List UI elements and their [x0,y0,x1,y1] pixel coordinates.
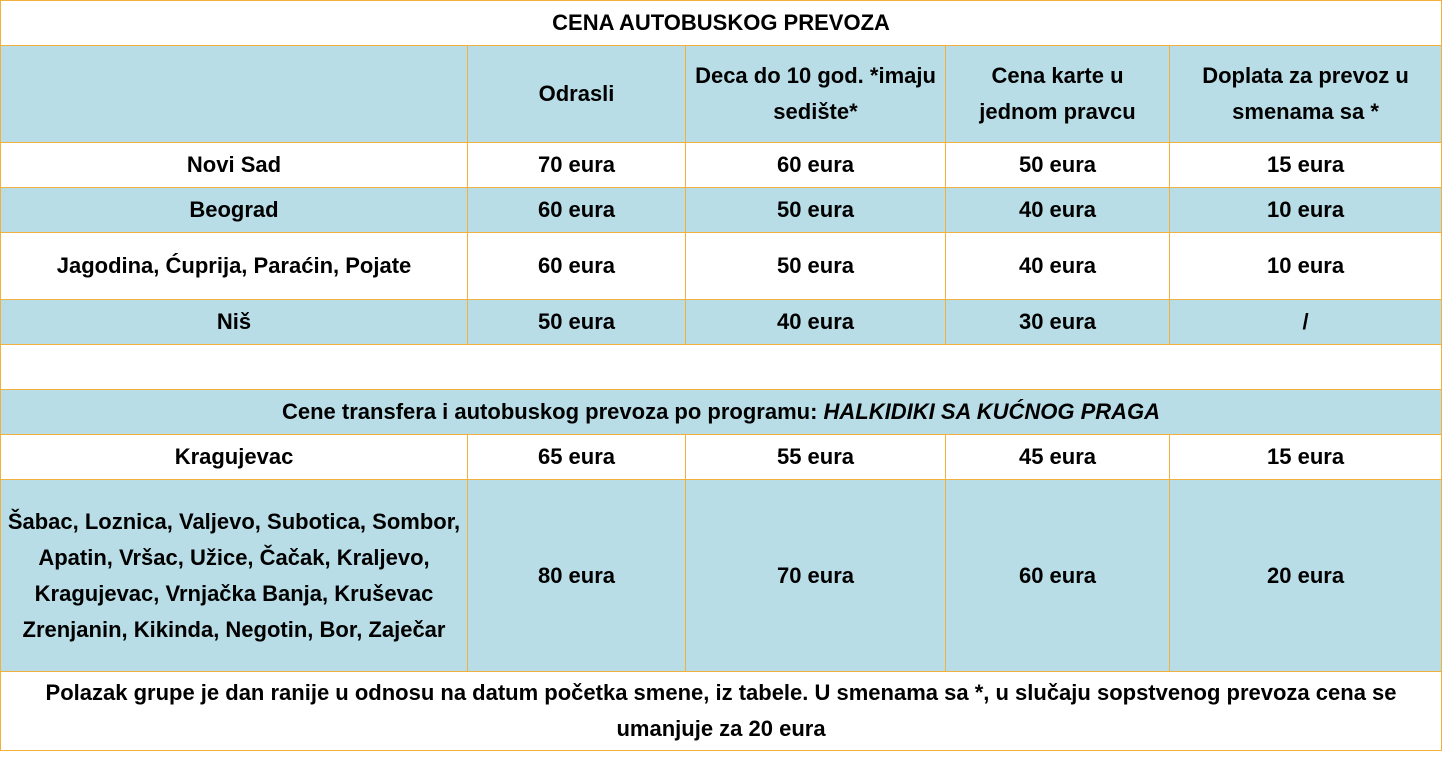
section-heading-prefix: Cene transfera i autobuskog prevoza po programu: [281,399,824,424]
one-way-price: 45 eura [946,435,1170,480]
city-cell: Niš [1,300,468,345]
one-way-price: 40 eura [946,188,1170,233]
table-row [1,143,1442,188]
adults-price: 65 eura [468,435,686,480]
table-row [1,233,1442,300]
footer-row [1,672,1442,751]
header-adults: Odrasli [468,46,686,143]
children-price: 40 eura [686,300,946,345]
section-heading [1,390,1442,435]
one-way-price: 30 eura [946,300,1170,345]
city-cell: Jagodina, Ćuprija, Paraćin, Pojate [1,233,468,300]
adults-price: 60 eura [468,188,686,233]
spacer-cell [1,345,1442,390]
surcharge-price: 10 eura [1170,233,1442,300]
table-row [1,480,1442,672]
spacer-row [1,345,1442,390]
one-way-price: 60 eura [946,480,1170,672]
children-price: 50 eura [686,233,946,300]
surcharge-price: 15 eura [1170,435,1442,480]
header-children: Deca do 10 god. *imaju sedište* [686,46,946,143]
children-price: 55 eura [686,435,946,480]
adults-price: 50 eura [468,300,686,345]
footer-note: Polazak grupe je dan ranije u odnosu na datum početka smene, iz tabele. U smenama sa *, u slučaju sopstvenog prevoza cena se umanjuje za 20 eura [1,672,1442,751]
city-cell: Kragujevac [1,435,468,480]
program-name: HALKIDIKI SA KUĆNOG PRAGA [823,399,1161,424]
one-way-price: 40 eura [946,233,1170,300]
table-title: CENA AUTOBUSKOG PREVOZA [1,1,1442,46]
header-surcharge: Doplata za prevoz u smenama sa * [1170,46,1442,143]
section-heading-row [1,390,1442,435]
city-cell: Novi Sad [1,143,468,188]
children-price: 70 eura [686,480,946,672]
header-empty [1,46,468,143]
surcharge-price: 10 eura [1170,188,1442,233]
table-row [1,188,1442,233]
header-one-way: Cena karte u jednom pravcu [946,46,1170,143]
surcharge-price: 20 eura [1170,480,1442,672]
one-way-price: 50 eura [946,143,1170,188]
children-price: 60 eura [686,143,946,188]
title-row [1,1,1442,46]
header-row [1,46,1442,143]
children-price: 50 eura [686,188,946,233]
table-row [1,435,1442,480]
table-row [1,300,1442,345]
adults-price: 60 eura [468,233,686,300]
surcharge-price: / [1170,300,1442,345]
city-cell: Šabac, Loznica, Valjevo, Subotica, Sombor, Apatin, Vršac, Užice, Čačak, Kraljevo, Kragujevac, Vrnjačka Banja, Kruševac Zrenjanin, Kikinda, Negotin, Bor, Zaječar [1,480,468,672]
adults-price: 80 eura [468,480,686,672]
surcharge-price: 15 eura [1170,143,1442,188]
adults-price: 70 eura [468,143,686,188]
city-cell: Beograd [1,188,468,233]
